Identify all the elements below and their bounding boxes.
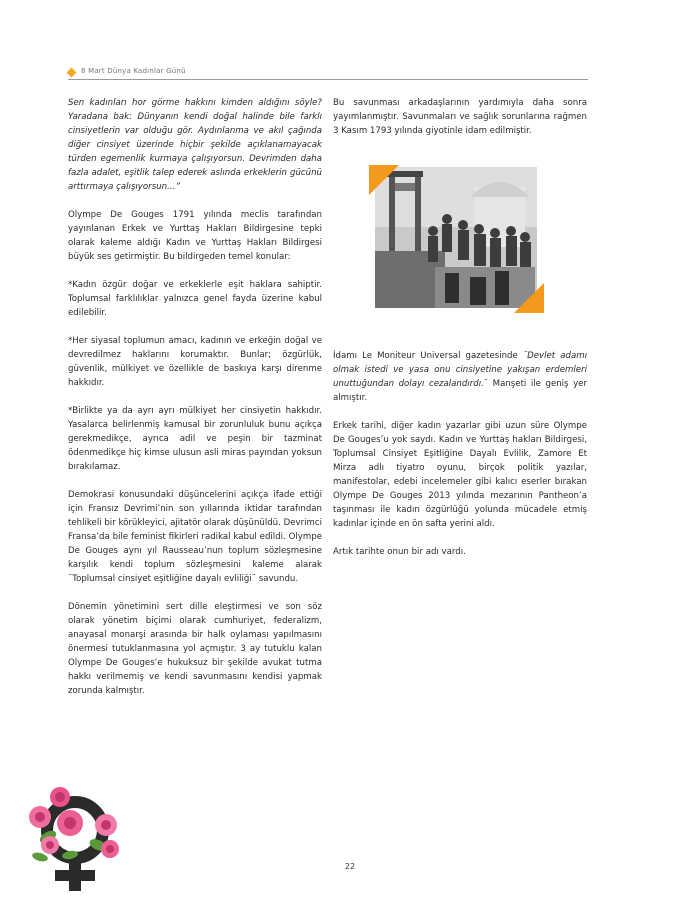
venus-symbol-with-roses xyxy=(20,775,130,895)
engraving-illustration xyxy=(375,167,537,308)
headline-quote: ¨Devlet adamı olmak istedi ve yasa onu cinsiyetine yakışan erdemleri unuttuğundan dolayı cezalandırdı. xyxy=(333,351,587,389)
corner-accent-top-left xyxy=(369,165,399,195)
header-rule xyxy=(68,79,588,80)
body-paragraph: Demokrasi konusundaki düşüncelerini açıkça ifade ettiği için Fransız Devrimi’nin son yıllarında iktidar tarafından tehlikeli bir körükleyici, ajitatör olarak düşünüldü. Devrimci Fransa’da bile feminist fikirleri radikal kabul edildi. Olympe De Gouges aynı yıl Rausseau’nun toplum sözleşmesine karşılık kendi toplum sözleşmesini kaleme alarak ¨Toplumsal cinsiyet eşitliğine dayalı evliliği¨ savundu. xyxy=(68,490,322,584)
caption-text-end: ¨ Manşeti ile geniş yer almıştır. xyxy=(333,379,587,403)
corner-accent-bottom-right xyxy=(514,283,544,313)
body-paragraph: *Birlikte ya da ayrı ayrı mülkiyet her cinsiyetin hakkıdır. Yasalarca belirlenmiş kamusal bir zorunluluk bunu açıkça gerekmedikçe, ayrıca adil ve peşin bir tazminat ödenmedikçe hiç kimse ulusun asli miras payından yoksun bırakılamaz. xyxy=(68,406,322,472)
body-paragraph: Dönemin yönetimini sert dille eleştirmesi ve son söz olarak yönetim biçimi olarak cumhuriyet, federalizm, anayasal monarşi arasında bir halk oylaması yapılmasını önermesi tutuklanmasına yol açmıştır. 3 ay tutuklu kalan Olympe De Gouges’e hukuksuz bir şekilde avukat tutma hakkı verilmemiş ve kendi savunmasını kendisi yapmak zorunda kalmıştır. xyxy=(68,602,322,696)
historical-photo xyxy=(369,165,544,313)
running-title: 8 Mart Dünya Kadınlar Günü xyxy=(81,67,186,75)
diamond-icon xyxy=(67,68,77,78)
caption-text: İdamı Le Moniteur Universal gazetesinde xyxy=(333,351,523,361)
body-paragraph: *Kadın özgür doğar ve erkeklerle eşit haklara sahiptir. Toplumsal farklılıklar yalnızca genel fayda üzerine kabul edilebilir. xyxy=(68,280,322,318)
caption-paragraph xyxy=(333,349,587,405)
left-column xyxy=(68,96,322,712)
running-header xyxy=(68,67,588,81)
body-paragraph: Erkek tarihi, diğer kadın yazarlar gibi uzun süre Olympe De Gouges’u yok saydı. Kadın ve Yurttaş hakları Bildirgesi, Toplumsal Cinsiyet Eşitliğine Dayalı Evlilik, Zamore Et Mirza adlı tiyatro oyunu, birçok politik yazılar, manifestolar, edebi incelemeler gibi kalıcı eserler bırakan Olympe De Gouges 2013 yılında mezarının Pantheon’a taşınması ile kadın özgürlüğü yolunda mücadele etmiş kadınlar içinde en ön safta yerini aldı. xyxy=(333,421,587,529)
venus-rose-icon xyxy=(20,775,130,895)
body-paragraph: Bu savunması arkadaşlarının yardımıyla daha sonra yayımlanmıştır. Savunmaları ve sağlık sorunlarına rağmen 3 Kasım 1793 yılında giyotinle idam edilmiştir. xyxy=(333,98,587,136)
body-paragraph: *Her siyasal toplumun amacı, kadının ve erkeğin doğal ve devredilmez haklarını korumaktır. Bunlar; özgürlük, güvenlik, mülkiyet ve özellikle de baskıya karşı direnme hakkıdır. xyxy=(68,336,322,388)
body-paragraph: Olympe De Gouges 1791 yılında meclis tarafından yayınlanan Erkek ve Yurttaş Hakları Bildirgesine tepki olarak kaleme aldığı Kadın ve Yurttaş Hakları Bildirgesi büyük ses getirmiştir. Bu bildirgeden temel konular: xyxy=(68,210,322,262)
guillotine-execution-engraving xyxy=(375,167,537,308)
quote-paragraph: Sen kadınları hor görme hakkını kimden aldığını söyle? Yaradana bak: Dünyanın kendi doğal halinde bile farklı cinsiyetlerin var olduğu gör. Aydınlanma ve akıl çağında diğer cinsiyet üzerinde hiçbir şekilde açıklanamayacak türden egemenlik kurmaya çalışıyorsun. Devrimden daha fazla adalet, eşitlik talep ederek aslında erkeklerin gücünü arttırmaya çalışıyorsun…” xyxy=(68,98,322,192)
page-number: 22 xyxy=(344,862,356,871)
body-paragraph: Artık tarihte onun bir adı vardı. xyxy=(333,547,466,557)
